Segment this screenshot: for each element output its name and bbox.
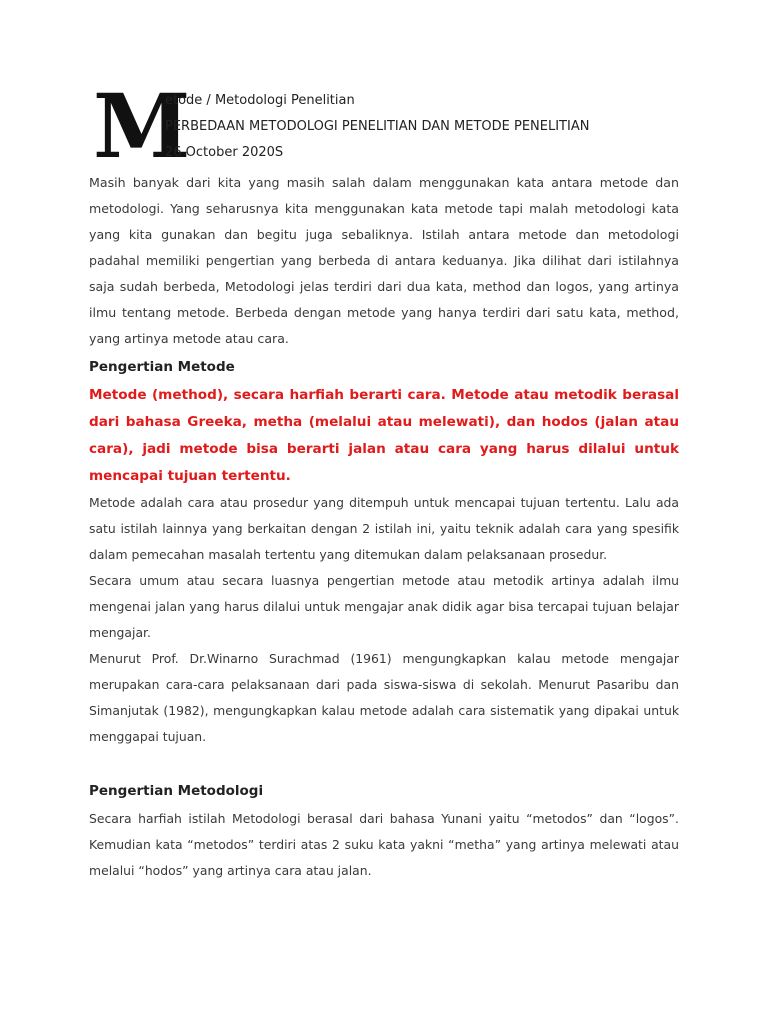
- paragraph-metode-3: Menurut Prof. Dr.Winarno Surachmad (1961) mengungkapkan kalau metode mengajar merupakan cara-cara pelaksanaan dari pada siswa-siswa di sekolah. Menurut Pasaribu dan Simanjutak (1982), mengungkapkan kalau metode adalah cara sistematik yang dipakai untuk menggapai tujuan.: [89, 651, 679, 744]
- paragraph-metode-2: Secara umum atau secara luasnya pengertian metode atau metodik artinya adalah ilmu mengenai jalan yang harus dilalui untuk mengajar anak didik agar bisa tercapai tujuan belajar mengajar.: [89, 573, 679, 640]
- paragraph-metode-1: Metode adalah cara atau prosedur yang ditempuh untuk mencapai tujuan tertentu. Lalu ada satu istilah lainnya yang berkaitan dengan 2 istilah ini, yaitu teknik adalah cara yang spesifik dalam pemecahan masalah tertentu yang ditemukan dalam pelaksanaan prosedur.: [89, 495, 679, 562]
- document-page: [89, 74, 679, 884]
- article-date: 26 October 2020S: [165, 145, 284, 160]
- article-title: PERBEDAAN METODOLOGI PENELITIAN DAN METODE PENELITIAN: [165, 119, 590, 134]
- article-header: [89, 74, 679, 178]
- breadcrumb-title: etode / Metodologi Penelitian: [165, 93, 355, 108]
- section-heading-metodologi: Pengertian Metodologi: [89, 783, 264, 799]
- highlight-paragraph: Metode (method), secara harfiah berarti cara. Metode atau metodik berasal dari bahasa Greeka, metha (melalui atau melewati), dan hodos (jalan atau cara), jadi metode bisa berarti jalan atau cara yang harus dilalui untuk mencapai tujuan tertentu.: [89, 387, 679, 484]
- paragraph-metodologi-1: Secara harfiah istilah Metodologi berasal dari bahasa Yunani yaitu “metodos” dan “logos”. Kemudian kata “metodos” terdiri atas 2 suku kata yakni “metha” yang artinya melewati atau melalui “hodos” yang artinya cara atau jalan.: [89, 811, 679, 878]
- section-spacer: [89, 750, 679, 776]
- drop-cap: M: [93, 74, 191, 178]
- intro-paragraph: Masih banyak dari kita yang masih salah dalam menggunakan kata antara metode dan metodologi. Yang seharusnya kita menggunakan kata metode tapi malah metodologi kata yang kita gunakan dan begitu juga sebaliknya. Istilah antara metode dan metodologi padahal memiliki pengertian yang berbeda di antara keduanya. Jika dilihat dari istilahnya saja sudah berbeda, Metodologi jelas terdiri dari dua kata, method dan logos, yang artinya ilmu tentang metode. Berbeda dengan metode yang hanya terdiri dari satu kata, method, yang artinya metode atau cara.: [89, 175, 679, 346]
- section-heading-metode: Pengertian Metode: [89, 359, 235, 375]
